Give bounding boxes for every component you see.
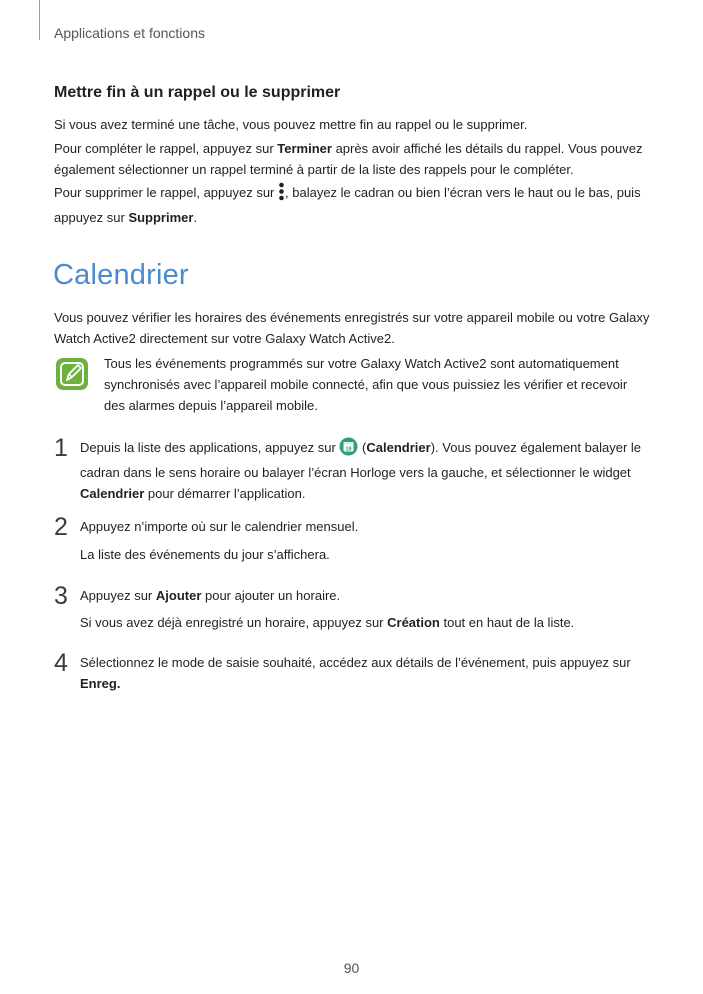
step-2-text: Appuyez n’importe où sur le calendrier mensuel. (80, 519, 359, 534)
step-number-1: 1 (54, 434, 68, 462)
text: Appuyez sur (80, 588, 156, 603)
page-number: 90 (343, 960, 360, 976)
step-3-subtext (80, 612, 655, 633)
text: . (193, 210, 198, 225)
reminder-paragraph-2 (54, 138, 654, 180)
creation-term: Création (387, 615, 440, 630)
text: Depuis la liste des applications, appuyez sur (80, 440, 340, 455)
enreg-term: Enreg. (80, 676, 121, 691)
text: Si vous avez déjà enregistré un horaire, appuyez sur (80, 615, 388, 630)
calendrier-term: Calendrier (366, 440, 431, 455)
text: après avoir affiché les détails du rappel. Vous pouvez également sélectionner un rappel terminé à partir de la liste des rappels pour le compléter. (54, 141, 643, 177)
text: ). Vous pouvez également balayer le cadran dans le sens horaire ou balayer l’écran Horloge vers la gauche, et sélectionner le widget (80, 440, 642, 480)
calendar-intro: Vous pouvez vérifier les horaires des événements enregistrés sur votre appareil mobile ou votre Galaxy Watch Active2 directement sur votre Galaxy Watch Active2. (54, 310, 650, 346)
step-number-4: 4 (54, 649, 68, 677)
calendar-icon-date: 18 (345, 446, 352, 453)
ajouter-term: Ajouter (155, 588, 202, 603)
page-title: Calendrier (53, 259, 189, 291)
more-options-icon (278, 182, 285, 207)
text: Pour compléter le rappel, appuyez sur (54, 141, 278, 156)
text: Sélectionnez le mode de saisie souhaité, accédez aux détails de l’événement, puis appuyez sur (80, 655, 631, 670)
text: Pour supprimer le rappel, appuyez sur (54, 185, 279, 200)
step-number-3: 3 (54, 582, 68, 610)
text: , balayez le cadran ou bien l’écran vers le haut ou le bas, puis appuyez sur (54, 185, 641, 225)
margin-rule (39, 0, 40, 40)
step-2-subtext: La liste des événements du jour s’affichera. (80, 547, 330, 562)
step-number-2: 2 (54, 513, 68, 541)
step-4-text (80, 652, 655, 694)
note-pencil-icon (55, 357, 89, 391)
reminder-paragraph-3 (54, 182, 654, 228)
text: tout en haut de la liste. (439, 615, 575, 630)
text: pour ajouter un horaire. (201, 588, 341, 603)
running-header: Applications et fonctions (54, 25, 205, 41)
supprimer-term: Supprimer (128, 210, 194, 225)
calendrier-widget-term: Calendrier (80, 486, 145, 501)
step-3-text (80, 585, 655, 606)
text: pour démarrer l’application. (144, 486, 306, 501)
terminer-term: Terminer (277, 141, 332, 156)
calendar-app-icon (339, 437, 358, 462)
note-text: Tous les événements programmés sur votre Galaxy Watch Active2 sont automatiquement synchronisés avec l’appareil mobile connecté, afin que vous puissiez les vérifier et recevoir des alarmes depuis l’appareil mobile. (104, 356, 628, 413)
step-1-text (80, 437, 655, 504)
reminder-paragraph-1: Si vous avez terminé une tâche, vous pouvez mettre fin au rappel ou le supprimer. (54, 117, 528, 132)
text: ( (358, 440, 367, 455)
section-heading: Mettre fin à un rappel ou le supprimer (54, 84, 341, 101)
